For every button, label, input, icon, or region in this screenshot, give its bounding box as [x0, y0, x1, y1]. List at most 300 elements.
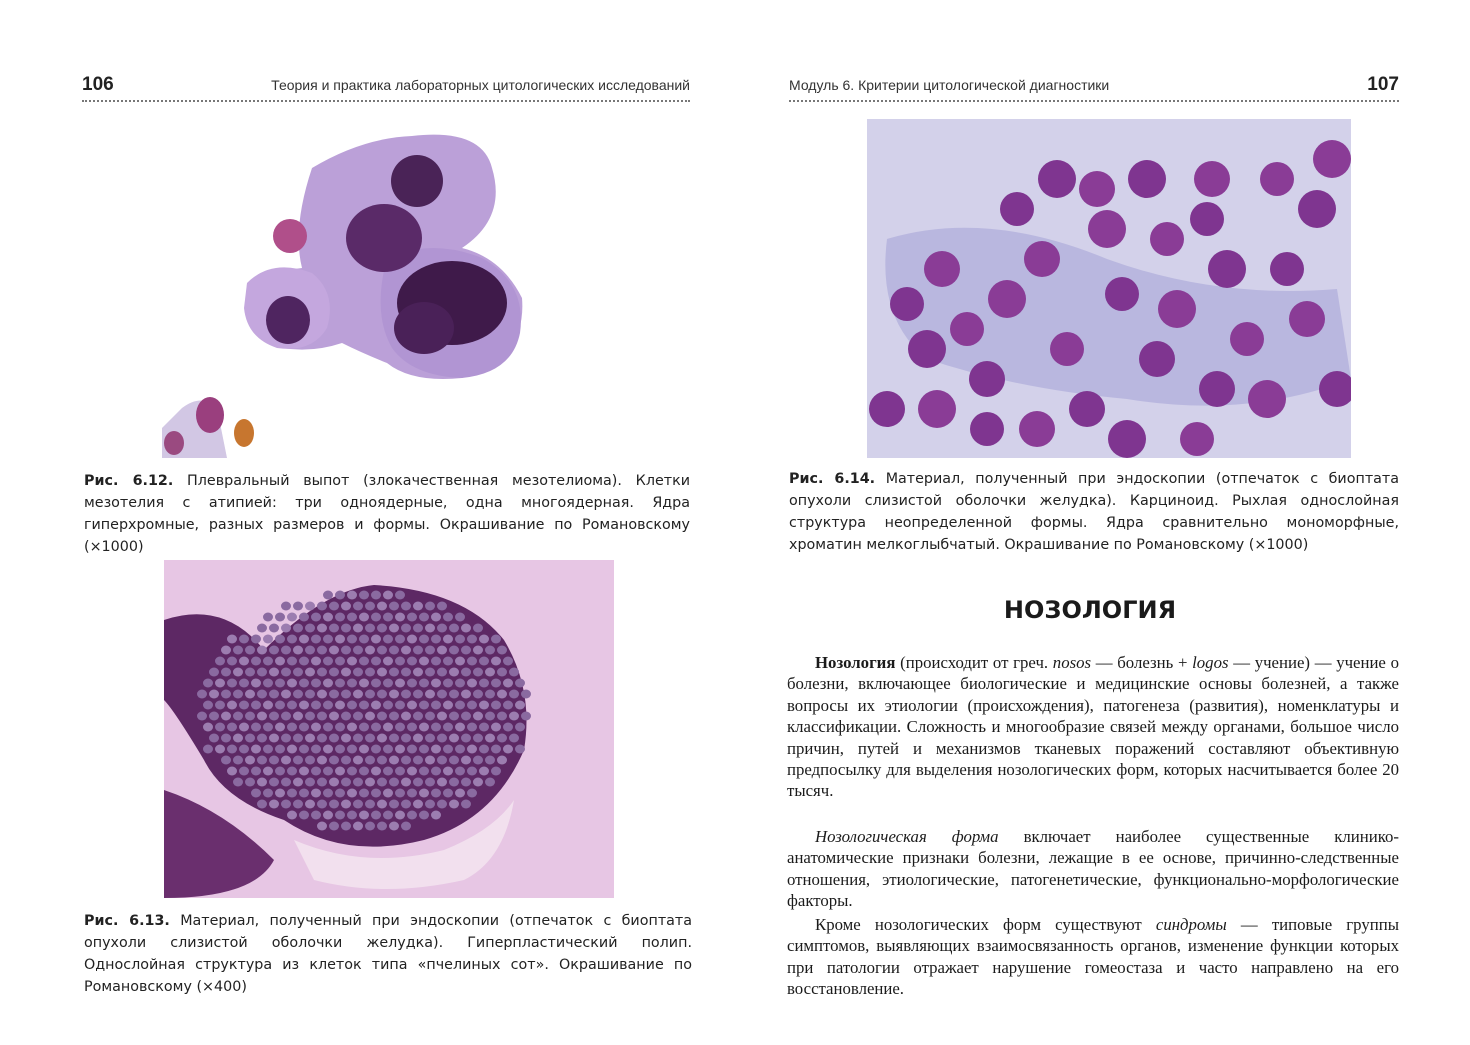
honeycomb-cell — [287, 723, 297, 732]
honeycomb-cell — [479, 657, 489, 666]
honeycomb-cell — [329, 712, 339, 721]
honeycomb-cell — [305, 800, 315, 809]
honeycomb-cell — [455, 635, 465, 644]
honeycomb-cell — [497, 646, 507, 655]
honeycomb-cell — [281, 668, 291, 677]
carcinoid-nucleus — [1190, 202, 1224, 236]
honeycomb-cell — [479, 767, 489, 776]
figure-6-14-text: Материал, полученный при эндоскопии (отпечаток с биоптата опухоли слизистой оболочки желудка). Карциноид. Рыхлая однослойная структура неопределенной формы. Ядра сравнительно мономорфные, хроматин мелкоглыбчатый. Окрашивание по Романовскому (×1000) — [789, 471, 1399, 553]
honeycomb-cell — [347, 657, 357, 666]
carcinoid-nucleus — [1158, 290, 1196, 328]
honeycomb-cell — [215, 723, 225, 732]
honeycomb-cell — [437, 646, 447, 655]
honeycomb-cell — [407, 767, 417, 776]
honeycomb-cell — [233, 734, 243, 743]
honeycomb-cell — [335, 657, 345, 666]
honeycomb-cell — [443, 635, 453, 644]
honeycomb-cell — [485, 756, 495, 765]
honeycomb-cell — [419, 679, 429, 688]
carcinoid-nucleus — [1180, 422, 1214, 456]
honeycomb-cell — [257, 756, 267, 765]
honeycomb-cell — [467, 701, 477, 710]
honeycomb-cell — [287, 657, 297, 666]
carcinoid-nucleus — [1050, 332, 1084, 366]
honeycomb-cell — [215, 745, 225, 754]
honeycomb-cell — [299, 679, 309, 688]
honeycomb-cell — [317, 668, 327, 677]
honeycomb-cell — [479, 723, 489, 732]
honeycomb-cell — [317, 624, 327, 633]
honeycomb-cell — [383, 767, 393, 776]
honeycomb-cell — [347, 635, 357, 644]
honeycomb-cell — [245, 756, 255, 765]
honeycomb-cell — [485, 646, 495, 655]
honeycomb-cell — [515, 723, 525, 732]
honeycomb-cell — [443, 745, 453, 754]
carcinoid-nucleus — [970, 412, 1004, 446]
honeycomb-cell — [305, 690, 315, 699]
honeycomb-cell — [311, 613, 321, 622]
honeycomb-cell — [347, 789, 357, 798]
honeycomb-cell — [287, 679, 297, 688]
honeycomb-cell — [461, 646, 471, 655]
honeycomb-cell — [353, 712, 363, 721]
honeycomb-cell — [323, 701, 333, 710]
honeycomb-cell — [383, 635, 393, 644]
honeycomb-cell — [215, 657, 225, 666]
honeycomb-cell — [515, 701, 525, 710]
honeycomb-cell — [269, 624, 279, 633]
honeycomb-cell — [401, 712, 411, 721]
honeycomb-cell — [521, 690, 531, 699]
figure-6-14-image — [867, 119, 1351, 458]
honeycomb-cell — [299, 811, 309, 820]
carcinoid-nucleus — [1108, 420, 1146, 458]
honeycomb-cell — [419, 767, 429, 776]
honeycomb-cell — [353, 800, 363, 809]
honeycomb-cell — [293, 690, 303, 699]
honeycomb-cell — [323, 657, 333, 666]
honeycomb-cell — [455, 657, 465, 666]
honeycomb-cell — [323, 679, 333, 688]
honeycomb-cell — [347, 701, 357, 710]
honeycomb-cell — [347, 723, 357, 732]
honeycomb-cell — [329, 668, 339, 677]
honeycomb-cell — [377, 778, 387, 787]
honeycomb-cell — [341, 624, 351, 633]
carcinoid-nucleus — [1069, 391, 1105, 427]
honeycomb-cell — [449, 712, 459, 721]
honeycomb-cell — [245, 734, 255, 743]
honeycomb-cell — [449, 690, 459, 699]
honeycomb-cell — [329, 602, 339, 611]
honeycomb-cell — [353, 602, 363, 611]
honeycomb-cell — [467, 679, 477, 688]
honeycomb-cell — [305, 756, 315, 765]
honeycomb-cell — [365, 734, 375, 743]
honeycomb-cell — [269, 778, 279, 787]
honeycomb-cell — [317, 690, 327, 699]
honeycomb-cell — [359, 657, 369, 666]
honeycomb-cell — [257, 734, 267, 743]
honeycomb-cell — [419, 657, 429, 666]
carcinoid-nucleus — [1230, 322, 1264, 356]
carcinoid-nucleus — [969, 361, 1005, 397]
honeycomb-cell — [437, 668, 447, 677]
honeycomb-cell — [269, 690, 279, 699]
honeycomb-cell — [251, 767, 261, 776]
honeycomb-cell — [401, 756, 411, 765]
honeycomb-cell — [425, 778, 435, 787]
honeycomb-cell — [299, 745, 309, 754]
page-number: 106 — [82, 74, 114, 95]
carcinoid-nucleus — [1079, 171, 1115, 207]
honeycomb-cell — [407, 613, 417, 622]
honeycomb-cell — [335, 635, 345, 644]
honeycomb-cell — [299, 635, 309, 644]
honeycomb-cell — [377, 822, 387, 831]
honeycomb-cell — [323, 811, 333, 820]
honeycomb-cell — [329, 778, 339, 787]
honeycomb-cell — [389, 712, 399, 721]
honeycomb-cell — [437, 602, 447, 611]
honeycomb-cell — [263, 635, 273, 644]
honeycomb-cell — [353, 690, 363, 699]
honeycomb-cell — [311, 657, 321, 666]
honeycomb-cell — [209, 668, 219, 677]
honeycomb-cell — [317, 800, 327, 809]
honeycomb-cell — [263, 679, 273, 688]
honeycomb-cell — [473, 690, 483, 699]
honeycomb-cell — [287, 811, 297, 820]
honeycomb-cell — [323, 723, 333, 732]
honeycomb-cell — [419, 745, 429, 754]
running-header — [82, 72, 690, 102]
honeycomb-cell — [371, 701, 381, 710]
honeycomb-cell — [335, 789, 345, 798]
carcinoid-nucleus — [1024, 241, 1060, 277]
honeycomb-cell — [227, 635, 237, 644]
honeycomb-cell — [335, 811, 345, 820]
honeycomb-cell — [371, 745, 381, 754]
honeycomb-cell — [389, 778, 399, 787]
honeycomb-cell — [323, 745, 333, 754]
honeycomb-cell — [341, 800, 351, 809]
honeycomb-cell — [305, 734, 315, 743]
honeycomb-cell — [329, 646, 339, 655]
honeycomb-cell — [359, 745, 369, 754]
honeycomb-cell — [209, 690, 219, 699]
honeycomb-cell — [239, 657, 249, 666]
honeycomb-cell — [233, 668, 243, 677]
figure-6-12-caption — [84, 470, 690, 558]
honeycomb-cell — [419, 613, 429, 622]
honeycomb-cell — [347, 811, 357, 820]
honeycomb-cell — [377, 602, 387, 611]
honeycomb-cell — [293, 756, 303, 765]
page-number: 107 — [1367, 74, 1399, 95]
honeycomb-cell — [401, 624, 411, 633]
honeycomb-cell — [251, 635, 261, 644]
honeycomb-cell — [395, 745, 405, 754]
honeycomb-cell — [257, 800, 267, 809]
carcinoid-nucleus — [1199, 371, 1235, 407]
honeycomb-cell — [431, 723, 441, 732]
honeycomb-cell — [437, 624, 447, 633]
honeycomb-cell — [365, 602, 375, 611]
honeycomb-cell — [323, 635, 333, 644]
honeycomb-cell — [359, 679, 369, 688]
honeycomb-cell — [311, 767, 321, 776]
honeycomb-cell — [335, 745, 345, 754]
honeycomb-cell — [431, 811, 441, 820]
honeycomb-cell — [473, 778, 483, 787]
honeycomb-cell — [233, 690, 243, 699]
honeycomb-cell — [431, 745, 441, 754]
figure-6-12-label: Рис. 6.12. — [84, 473, 174, 489]
honeycomb-cell — [503, 679, 513, 688]
honeycomb-cell — [329, 624, 339, 633]
honeycomb-cell — [245, 778, 255, 787]
honeycomb-cell — [449, 646, 459, 655]
honeycomb-cell — [431, 657, 441, 666]
honeycomb-cell — [221, 734, 231, 743]
honeycomb-cell — [275, 745, 285, 754]
running-title: Теория и практика лабораторных цитологических исследований — [271, 77, 690, 93]
honeycomb-cell — [317, 756, 327, 765]
honeycomb-cell — [389, 690, 399, 699]
honeycomb-cell — [263, 657, 273, 666]
honeycomb-cell — [293, 712, 303, 721]
honeycomb-cell — [251, 745, 261, 754]
honeycomb-cell — [467, 723, 477, 732]
honeycomb-cell — [407, 679, 417, 688]
honeycomb-cell — [347, 591, 357, 600]
honeycomb-cell — [509, 668, 519, 677]
honeycomb-cell — [413, 690, 423, 699]
honeycomb-cell — [509, 712, 519, 721]
honeycomb-cell — [269, 734, 279, 743]
section-heading: НОЗОЛОГИЯ — [1003, 596, 1177, 624]
honeycomb-cell — [425, 690, 435, 699]
honeycomb-cell — [365, 800, 375, 809]
honeycomb-cell — [389, 624, 399, 633]
honeycomb-cell — [239, 679, 249, 688]
honeycomb-cell — [377, 712, 387, 721]
honeycomb-cell — [479, 745, 489, 754]
honeycomb-cell — [329, 822, 339, 831]
carcinoid-nucleus — [908, 330, 946, 368]
honeycomb-cell — [473, 646, 483, 655]
honeycomb-cell — [365, 690, 375, 699]
honeycomb-cell — [437, 690, 447, 699]
honeycomb-cell — [227, 701, 237, 710]
honeycomb-cell — [401, 822, 411, 831]
honeycomb-cell — [245, 668, 255, 677]
honeycomb-cell — [443, 657, 453, 666]
honeycomb-cell — [317, 712, 327, 721]
honeycomb-cell — [425, 624, 435, 633]
carcinoid-nucleus — [1298, 190, 1336, 228]
honeycomb-cell — [257, 778, 267, 787]
honeycomb-cell — [437, 756, 447, 765]
honeycomb-cell — [455, 701, 465, 710]
honeycomb-cell — [263, 789, 273, 798]
honeycomb-cell — [383, 591, 393, 600]
honeycomb-cell — [419, 723, 429, 732]
honeycomb-cell — [395, 635, 405, 644]
honeycomb-cell — [467, 789, 477, 798]
honeycomb-cell — [359, 789, 369, 798]
honeycomb-cell — [347, 613, 357, 622]
honeycomb-cell — [329, 800, 339, 809]
honeycomb-cell — [377, 646, 387, 655]
honeycomb-cell — [377, 734, 387, 743]
honeycomb-cell — [323, 613, 333, 622]
paragraph-nosology-definition: Нозология (происходит от греч. nosos — болезнь + logos — учение) — учение о болезни, включающее биологические и медицинские основы болезней, а также вопросы их этиологии (происхождения), патогенеза (развития), номенклатуры и классификации. Сложность и многообразие связей между органами, большое число причин, путей и механизмов тканевых поражений составляют объективную предпосылку для выделения нозологических форм, которых насчитывается более 20 тысяч. — [787, 653, 1399, 801]
honeycomb-cell — [461, 756, 471, 765]
honeycomb-cell — [353, 646, 363, 655]
honeycomb-cell — [269, 712, 279, 721]
honeycomb-cell — [413, 734, 423, 743]
honeycomb-cell — [311, 811, 321, 820]
honeycomb-cell — [407, 811, 417, 820]
honeycomb-cell — [371, 811, 381, 820]
running-title: Модуль 6. Критерии цитологической диагностики — [789, 77, 1110, 93]
honeycomb-cell — [389, 822, 399, 831]
honeycomb-cell — [395, 701, 405, 710]
honeycomb-cell — [299, 789, 309, 798]
honeycomb-cell — [407, 635, 417, 644]
honeycomb-cell — [485, 778, 495, 787]
honeycomb-cell — [461, 734, 471, 743]
carcinoid-nucleus — [924, 251, 960, 287]
honeycomb-cell — [413, 800, 423, 809]
honeycomb-cell — [275, 789, 285, 798]
honeycomb-cell — [233, 778, 243, 787]
honeycomb-cell — [359, 811, 369, 820]
honeycomb-cell — [389, 602, 399, 611]
honeycomb-cell — [413, 778, 423, 787]
honeycomb-cell — [347, 745, 357, 754]
honeycomb-cell — [335, 701, 345, 710]
honeycomb-cell — [383, 613, 393, 622]
honeycomb-cell — [455, 723, 465, 732]
honeycomb-cell — [263, 701, 273, 710]
honeycomb-cell — [317, 822, 327, 831]
honeycomb-cell — [359, 591, 369, 600]
honeycomb-cell — [485, 734, 495, 743]
carcinoid-nucleus — [918, 390, 956, 428]
honeycomb-cell — [257, 624, 267, 633]
honeycomb-cell — [461, 690, 471, 699]
honeycomb-cell — [479, 635, 489, 644]
honeycomb-cell — [275, 635, 285, 644]
honeycomb-cell — [449, 624, 459, 633]
honeycomb-cell — [389, 734, 399, 743]
honeycomb-cell — [485, 690, 495, 699]
honeycomb-cell — [293, 778, 303, 787]
honeycomb-cell — [365, 712, 375, 721]
honeycomb-cell — [341, 602, 351, 611]
term-syndromes: синдромы — [1155, 915, 1227, 934]
honeycomb-cell — [221, 756, 231, 765]
honeycomb-cell — [413, 712, 423, 721]
honeycomb-cell — [425, 734, 435, 743]
carcinoid-nucleus — [1000, 192, 1034, 226]
honeycomb-cell — [395, 679, 405, 688]
honeycomb-cell — [287, 635, 297, 644]
honeycomb-cell — [311, 723, 321, 732]
honeycomb-cell — [479, 701, 489, 710]
honeycomb-cell — [473, 734, 483, 743]
honeycomb-cell — [311, 745, 321, 754]
honeycomb-cell — [473, 756, 483, 765]
honeycomb-cell — [239, 701, 249, 710]
honeycomb-cell — [425, 756, 435, 765]
honeycomb-cell — [227, 679, 237, 688]
honeycomb-cell — [281, 646, 291, 655]
carcinoid-nucleus — [1128, 160, 1166, 198]
honeycomb-cell — [383, 679, 393, 688]
honeycomb-cell — [251, 789, 261, 798]
honeycomb-cell — [263, 613, 273, 622]
honeycomb-cell — [485, 668, 495, 677]
figure-6-14-caption — [789, 468, 1399, 556]
honeycomb-cell — [395, 723, 405, 732]
honeycomb-cell — [443, 767, 453, 776]
honeycomb-cell — [317, 734, 327, 743]
honeycomb-cell — [335, 591, 345, 600]
honeycomb-cell — [305, 668, 315, 677]
honeycomb-cell — [203, 701, 213, 710]
honeycomb-cell — [485, 712, 495, 721]
term-nosological-form: Нозологическая форма — [815, 827, 999, 846]
honeycomb-cell — [401, 668, 411, 677]
honeycomb-cell — [251, 657, 261, 666]
honeycomb-cell — [353, 822, 363, 831]
honeycomb-cell — [509, 734, 519, 743]
honeycomb-cell — [245, 646, 255, 655]
honeycomb-cell — [239, 767, 249, 776]
honeycomb-cell — [371, 635, 381, 644]
honeycomb-cell — [353, 756, 363, 765]
honeycomb-cell — [263, 767, 273, 776]
honeycomb-cell — [461, 778, 471, 787]
honeycomb-cell — [395, 657, 405, 666]
honeycomb-cell — [359, 701, 369, 710]
carcinoid-nucleus — [1105, 277, 1139, 311]
honeycomb-cell — [371, 679, 381, 688]
honeycomb-cell — [305, 624, 315, 633]
paragraph-nosological-form: Нозологическая форма включает наиболее существенные клинико-анатомические признаки болезни, лежащие в ее основе, причинно-следственные отношения, этиологические, патогенетические, функционально-морфологические факторы. — [787, 827, 1399, 911]
honeycomb-cell — [341, 668, 351, 677]
honeycomb-cell — [335, 723, 345, 732]
honeycomb-cell — [401, 734, 411, 743]
honeycomb-cell — [431, 701, 441, 710]
honeycomb-cell — [239, 635, 249, 644]
honeycomb-cell — [353, 624, 363, 633]
carcinoid-nucleus — [890, 287, 924, 321]
honeycomb-cell — [347, 767, 357, 776]
honeycomb-cell — [401, 690, 411, 699]
honeycomb-cell — [281, 778, 291, 787]
honeycomb-cell — [407, 701, 417, 710]
honeycomb-cell — [227, 767, 237, 776]
honeycomb-cell — [221, 690, 231, 699]
carcinoid-nucleus — [950, 312, 984, 346]
honeycomb-cell — [395, 591, 405, 600]
